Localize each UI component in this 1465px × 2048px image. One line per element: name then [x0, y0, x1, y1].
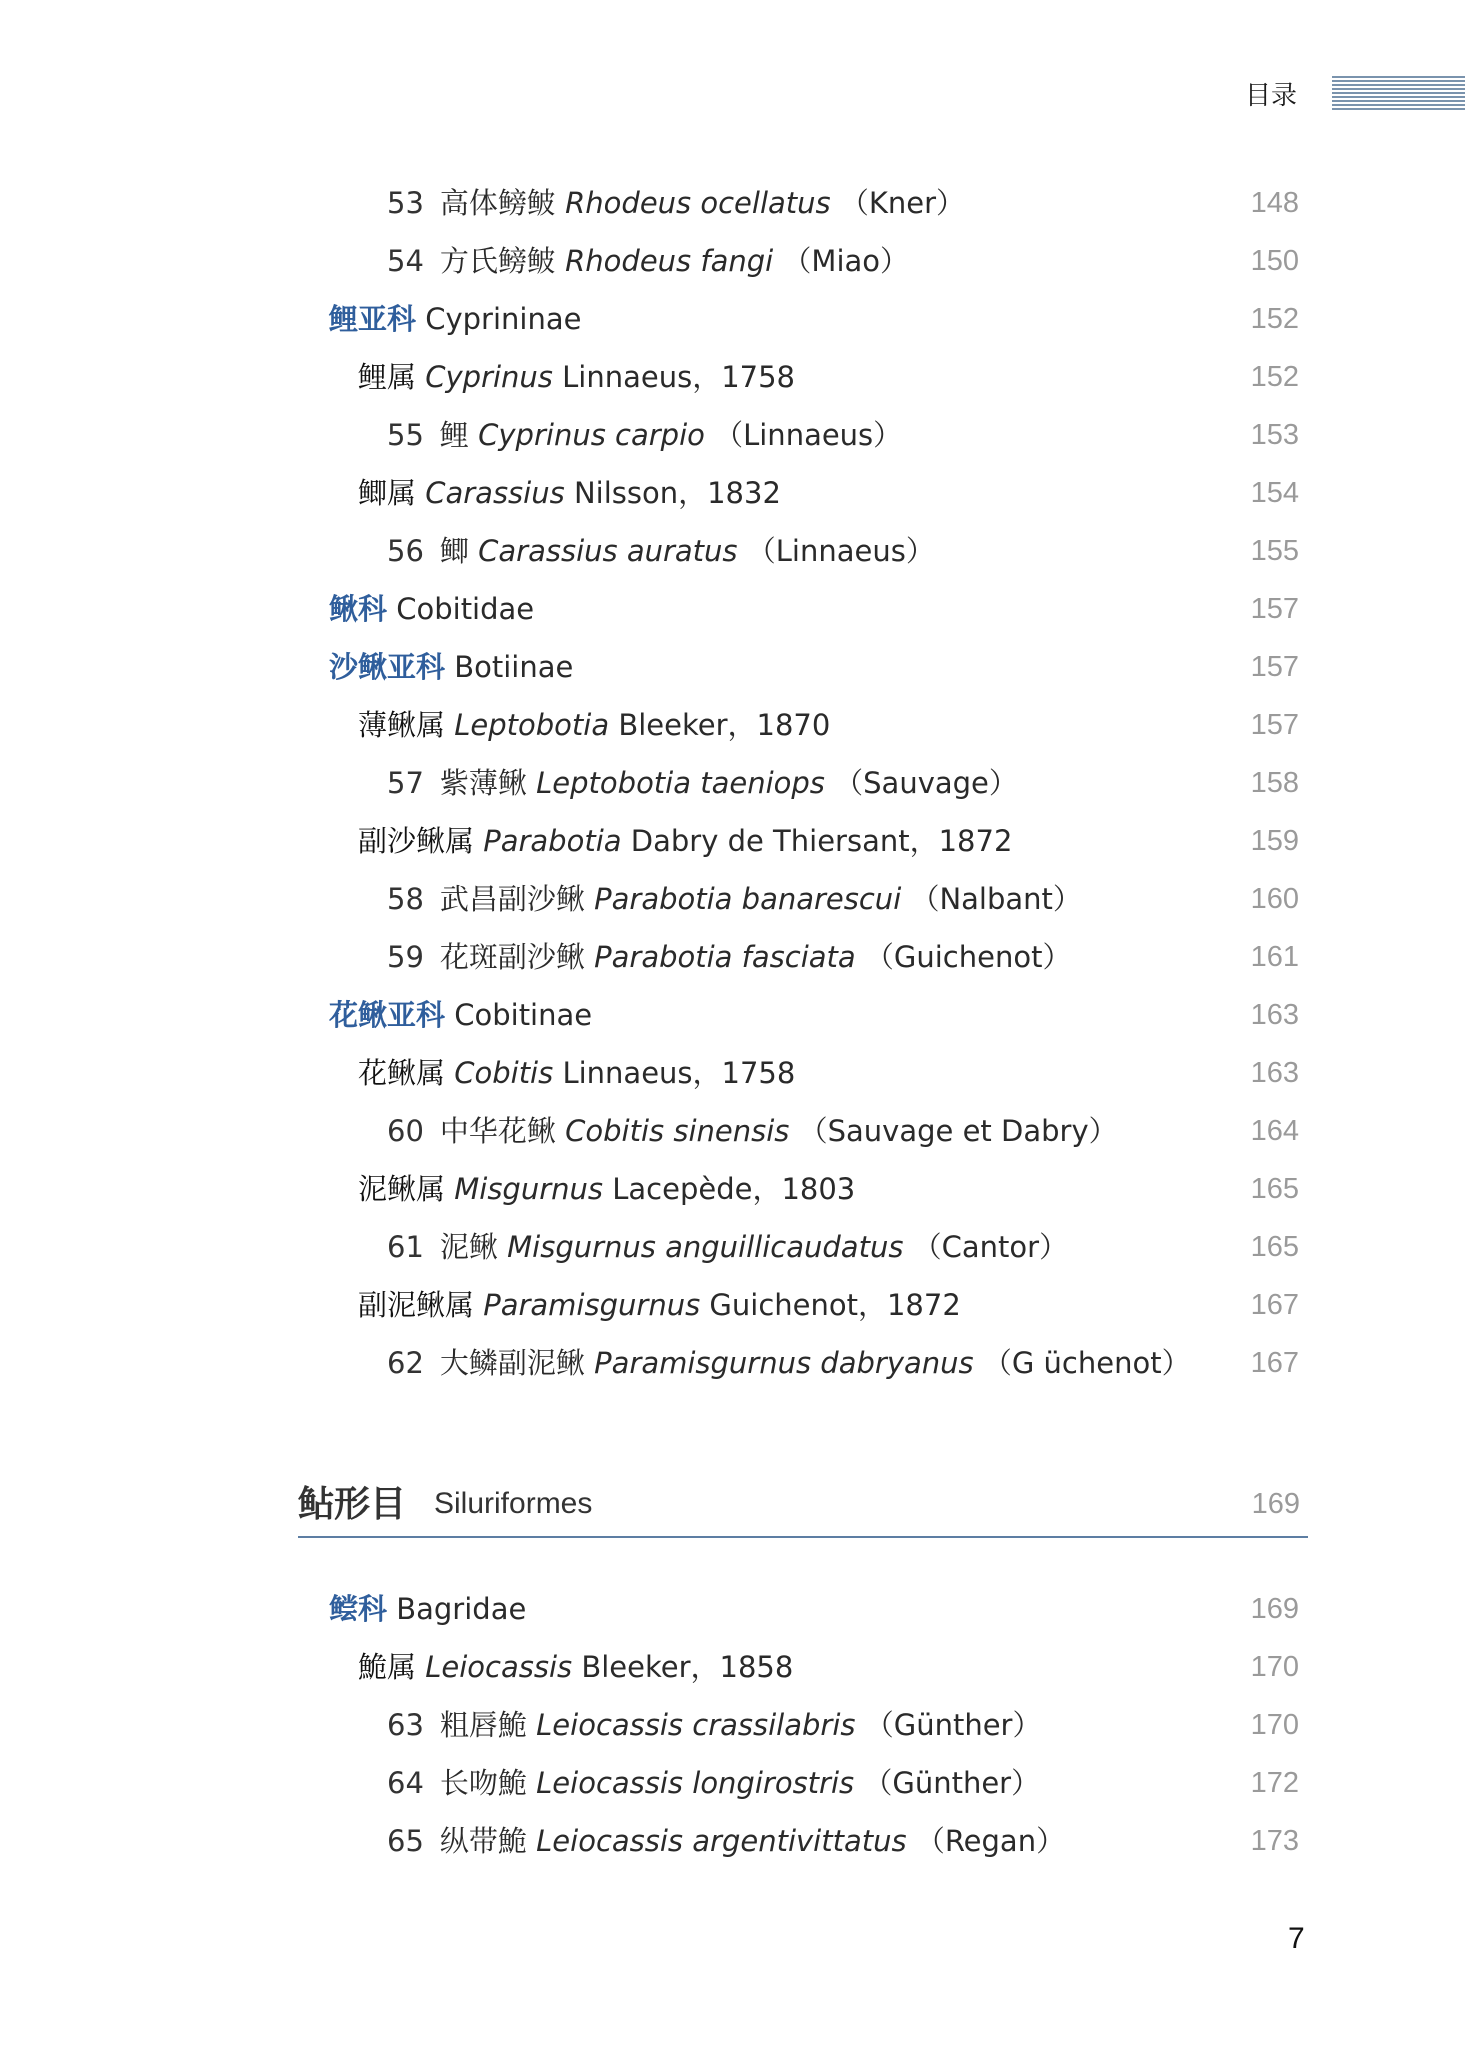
scientific-name: Paramisgurnus [483, 1288, 701, 1322]
toc-entry-family[interactable] [0, 580, 1465, 638]
toc-page-number: 153 [1250, 419, 1299, 451]
chinese-name: 纵带鮠 [439, 1824, 527, 1858]
species-number: 57 [387, 766, 424, 800]
toc-entry-text [387, 870, 1082, 928]
toc-entry-text [358, 1638, 793, 1696]
chinese-name: 鲤属 [358, 360, 417, 394]
author-or-latin-name: （Miao） [782, 244, 910, 278]
author-or-latin-name: （Günther） [863, 1766, 1041, 1800]
scientific-name: Rhodeus fangi [565, 244, 774, 278]
chinese-name: 紫薄鳅 [439, 766, 527, 800]
author-or-latin-name: （G üchenot） [982, 1346, 1191, 1380]
toc-entry-text [329, 638, 573, 696]
author-or-latin-name: Botiinae [454, 650, 574, 684]
toc-entry-text [387, 406, 902, 464]
toc-entry-genus[interactable] [0, 696, 1465, 754]
species-number: 63 [387, 1708, 424, 1742]
page-number: 7 [1288, 1922, 1305, 1955]
toc-page-number: 165 [1250, 1173, 1299, 1205]
toc-entry-text [387, 1754, 1040, 1812]
scientific-name: Misgurnus [454, 1172, 604, 1206]
species-number: 54 [387, 244, 424, 278]
chinese-name: 高体鳑鲏 [439, 186, 556, 220]
chinese-name: 粗唇鮠 [439, 1708, 527, 1742]
toc-entry-text [329, 1580, 526, 1638]
toc-entry-genus[interactable] [0, 1276, 1465, 1334]
author-or-latin-name: Bagridae [396, 1592, 527, 1626]
toc-page-number: 157 [1250, 709, 1299, 741]
author-or-latin-name: Bleeker，1858 [581, 1650, 794, 1684]
scientific-name: Parabotia banarescui [594, 882, 902, 916]
toc-entry-species[interactable] [0, 1812, 1465, 1870]
chinese-name: 沙鳅亚科 [329, 650, 446, 684]
author-or-latin-name: （Günther） [864, 1708, 1042, 1742]
species-number: 61 [387, 1230, 424, 1264]
author-or-latin-name: Cobitinae [454, 998, 593, 1032]
chinese-name: 副沙鳅属 [358, 824, 475, 858]
scientific-name: Carassius [425, 476, 565, 510]
toc-entry-genus[interactable] [0, 1638, 1465, 1696]
species-number: 58 [387, 882, 424, 916]
author-or-latin-name: （Guichenot） [864, 940, 1072, 974]
toc-entry-family[interactable] [0, 986, 1465, 1044]
scientific-name: Leiocassis longirostris [536, 1766, 855, 1800]
author-or-latin-name: Guichenot，1872 [709, 1288, 961, 1322]
order-page-number: 169 [1251, 1488, 1300, 1520]
chinese-name: 武昌副沙鳅 [439, 882, 585, 916]
toc-page-number: 169 [1250, 1593, 1299, 1625]
species-number: 59 [387, 940, 424, 974]
author-or-latin-name: （Nalbant） [910, 882, 1082, 916]
chinese-name: 中华花鳅 [439, 1114, 556, 1148]
species-number: 60 [387, 1114, 424, 1148]
chinese-name: 鲿科 [329, 1592, 388, 1626]
scientific-name: Rhodeus ocellatus [565, 186, 831, 220]
toc-entry-genus[interactable] [0, 464, 1465, 522]
toc-entry-species[interactable] [0, 174, 1465, 232]
chinese-name: 鲫属 [358, 476, 417, 510]
toc-entry-species[interactable] [0, 1102, 1465, 1160]
toc-page-number: 157 [1250, 593, 1299, 625]
toc-entry-text [329, 580, 534, 638]
toc-page-number: 170 [1250, 1651, 1299, 1683]
author-or-latin-name: Lacepède，1803 [612, 1172, 856, 1206]
toc-entry-family[interactable] [0, 638, 1465, 696]
scientific-name: Leiocassis [425, 1650, 573, 1684]
header-label: 目录 [1245, 81, 1298, 111]
species-number: 64 [387, 1766, 424, 1800]
toc-page-number: 154 [1250, 477, 1299, 509]
toc-page-number: 173 [1250, 1825, 1299, 1857]
author-or-latin-name: （Kner） [839, 186, 966, 220]
toc-page-number: 155 [1250, 535, 1299, 567]
chinese-name: 花鳅属 [358, 1056, 446, 1090]
toc-entry-genus[interactable] [0, 1160, 1465, 1218]
toc-entry-genus[interactable] [0, 812, 1465, 870]
toc-entry-text [387, 522, 935, 580]
author-or-latin-name: （Regan） [915, 1824, 1066, 1858]
scientific-name: Leiocassis argentivittatus [536, 1824, 907, 1858]
toc-entry-family[interactable] [0, 290, 1465, 348]
toc-page-number: 161 [1250, 941, 1299, 973]
chinese-name: 花斑副沙鳅 [439, 940, 585, 974]
toc-entry-species[interactable] [0, 1334, 1465, 1392]
toc-entry-text [358, 696, 830, 754]
chinese-name: 长吻鮠 [439, 1766, 527, 1800]
chinese-name: 鮠属 [358, 1650, 417, 1684]
author-or-latin-name: Bleeker，1870 [618, 708, 831, 742]
scientific-name: Parabotia [483, 824, 622, 858]
author-or-latin-name: Dabry de Thiersant，1872 [630, 824, 1013, 858]
toc-entry-text [387, 232, 909, 290]
scientific-name: Leiocassis crassilabris [536, 1708, 856, 1742]
toc-page-number: 170 [1250, 1709, 1299, 1741]
scientific-name: Parabotia fasciata [594, 940, 856, 974]
toc-entry-text [387, 1334, 1191, 1392]
toc-entry-species[interactable] [0, 522, 1465, 580]
toc-entry-text [387, 928, 1071, 986]
toc-page-number: 167 [1250, 1289, 1299, 1321]
toc-entry-text [329, 290, 581, 348]
chinese-name: 泥鳅属 [358, 1172, 446, 1206]
author-or-latin-name: （Sauvage） [834, 766, 1018, 800]
author-or-latin-name: （Linnaeus） [746, 534, 935, 568]
author-or-latin-name: （Cantor） [912, 1230, 1069, 1264]
toc-page-number: 152 [1250, 303, 1299, 335]
author-or-latin-name: Cobitidae [396, 592, 535, 626]
author-or-latin-name: （Linnaeus） [714, 418, 903, 452]
toc-entry-text [387, 754, 1018, 812]
order-chinese-name: 鲇形目 [298, 1483, 407, 1525]
toc-list-siluriformes [0, 1580, 1465, 1870]
header-decoration [1332, 76, 1465, 112]
author-or-latin-name: （Sauvage et Dabry） [798, 1114, 1118, 1148]
order-heading[interactable] [298, 1476, 1308, 1538]
toc-entry-species[interactable] [0, 870, 1465, 928]
toc-page-number: 150 [1250, 245, 1299, 277]
toc-page-number: 167 [1250, 1347, 1299, 1379]
chinese-name: 副泥鳅属 [358, 1288, 475, 1322]
toc-page-number: 164 [1250, 1115, 1299, 1147]
toc-entry-species[interactable] [0, 232, 1465, 290]
chinese-name: 鲤 [439, 418, 469, 452]
chinese-name: 花鳅亚科 [329, 998, 446, 1032]
chinese-name: 方氏鳑鲏 [439, 244, 556, 278]
author-or-latin-name: Linnaeus，1758 [562, 360, 796, 394]
toc-entry-text [358, 1044, 795, 1102]
toc-page-number: 158 [1250, 767, 1299, 799]
toc-entry-species[interactable] [0, 1754, 1465, 1812]
toc-entry-text [358, 1160, 855, 1218]
scientific-name: Cobitis [454, 1056, 554, 1090]
toc-entry-species[interactable] [0, 406, 1465, 464]
toc-page-number: 152 [1250, 361, 1299, 393]
toc-entry-text [387, 1102, 1118, 1160]
toc-entry-text [358, 1276, 961, 1334]
toc-entry-text [387, 1812, 1065, 1870]
author-or-latin-name: Cyprininae [425, 302, 582, 336]
scientific-name: Paramisgurnus dabryanus [594, 1346, 974, 1380]
species-number: 62 [387, 1346, 424, 1380]
toc-entry-species[interactable] [0, 1696, 1465, 1754]
toc-entry-species[interactable] [0, 754, 1465, 812]
scientific-name: Cobitis sinensis [565, 1114, 790, 1148]
toc-page-number: 159 [1250, 825, 1299, 857]
toc-list [0, 174, 1465, 1392]
species-number: 56 [387, 534, 424, 568]
toc-page-number: 165 [1250, 1231, 1299, 1263]
species-number: 65 [387, 1824, 424, 1858]
toc-entry-family[interactable] [0, 1580, 1465, 1638]
toc-entry-text [358, 812, 1012, 870]
chinese-name: 泥鳅 [439, 1230, 498, 1264]
scientific-name: Leptobotia taeniops [536, 766, 825, 800]
toc-entry-text [387, 174, 965, 232]
author-or-latin-name: Nilsson，1832 [573, 476, 781, 510]
species-number: 55 [387, 418, 424, 452]
scientific-name: Leptobotia [454, 708, 610, 742]
scientific-name: Cyprinus [425, 360, 553, 394]
chinese-name: 鲤亚科 [329, 302, 417, 336]
chinese-name: 薄鳅属 [358, 708, 446, 742]
toc-entry-text [387, 1218, 1068, 1276]
toc-page-number: 163 [1250, 1057, 1299, 1089]
chinese-name: 鲫 [439, 534, 469, 568]
toc-entry-text [329, 986, 592, 1044]
toc-page-number: 148 [1250, 187, 1299, 219]
toc-entry-text [358, 464, 781, 522]
toc-entry-species[interactable] [0, 928, 1465, 986]
author-or-latin-name: Linnaeus，1758 [562, 1056, 796, 1090]
toc-entry-species[interactable] [0, 1218, 1465, 1276]
order-latin-name: Siluriformes [434, 1487, 593, 1520]
scientific-name: Misgurnus anguillicaudatus [507, 1230, 904, 1264]
chinese-name: 鳅科 [329, 592, 388, 626]
toc-page-number: 160 [1250, 883, 1299, 915]
toc-entry-text [358, 348, 795, 406]
toc-page-number: 157 [1250, 651, 1299, 683]
scientific-name: Carassius auratus [478, 534, 738, 568]
toc-page-number: 163 [1250, 999, 1299, 1031]
toc-entry-genus[interactable] [0, 348, 1465, 406]
chinese-name: 大鳞副泥鳅 [439, 1346, 585, 1380]
toc-entry-genus[interactable] [0, 1044, 1465, 1102]
species-number: 53 [387, 186, 424, 220]
scientific-name: Cyprinus carpio [478, 418, 705, 452]
toc-page-number: 172 [1250, 1767, 1299, 1799]
toc-entry-text [387, 1696, 1041, 1754]
